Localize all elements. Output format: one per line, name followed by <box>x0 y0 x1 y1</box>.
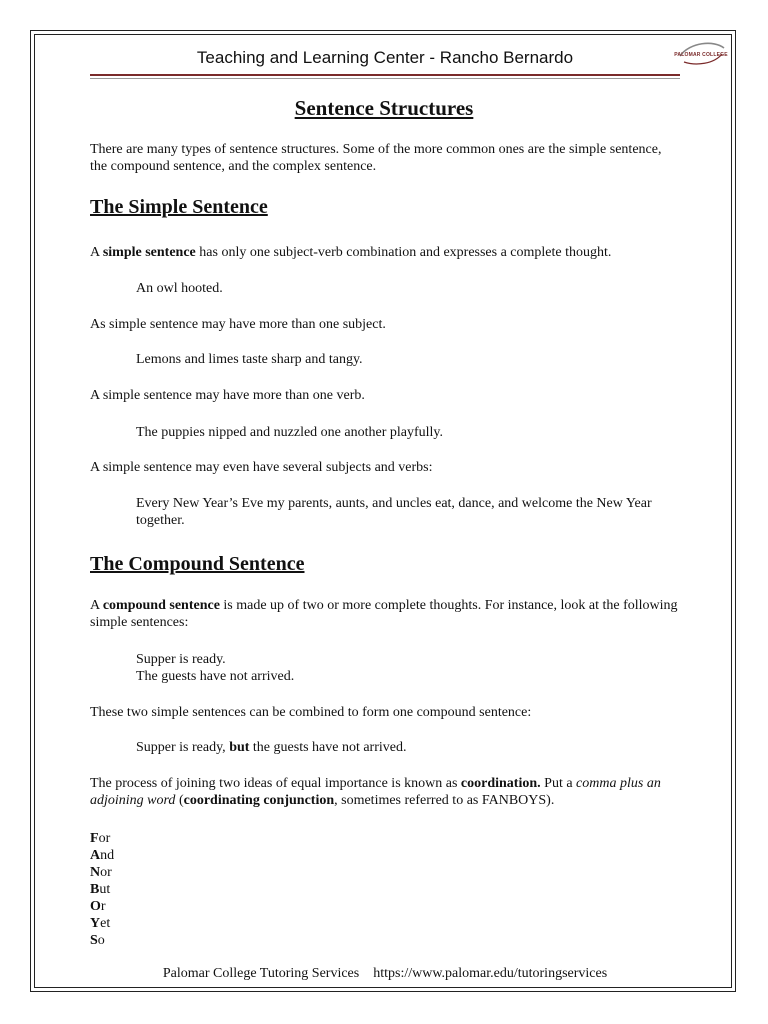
header-rule-thin <box>90 78 680 79</box>
fanboys-item <box>90 881 114 898</box>
text-run: is made up of two or more complete thoughts. For instance, look at the following simple sentences: <box>90 598 678 630</box>
compound-combined-intro: These two simple sentences can be combined to form one compound sentence: <box>90 705 532 720</box>
intro-paragraph: There are many types of sentence structures. Some of the more common ones are the simple sentence, the compound sentence, and the complex sentence. <box>90 142 662 174</box>
simple-multiple-subjects: As simple sentence may have more than one subject. <box>90 317 386 332</box>
term-simple-sentence: simple sentence <box>102 245 196 260</box>
header-rule <box>90 74 680 76</box>
fanboys-rest: ut <box>99 882 111 897</box>
coordination-paragraph <box>90 775 680 809</box>
heading-compound-sentence: The Compound Sentence <box>90 553 305 575</box>
example-guests-not-arrived: The guests have not arrived. <box>136 669 295 684</box>
header-title: Teaching and Learning Center - Rancho Bernardo <box>196 48 574 67</box>
text-run: The process of joining two ideas of equal importance is known as <box>90 776 461 791</box>
fanboys-item <box>90 898 114 915</box>
fanboys-initial: A <box>90 848 101 863</box>
fanboys-list <box>90 830 114 949</box>
example-compound-combined <box>136 739 676 756</box>
fanboys-rest: nd <box>100 848 115 863</box>
example-new-years-eve: Every New Year’s Eve my parents, aunts, and uncles eat, dance, and welcome the New Year together. <box>136 496 652 528</box>
palomar-college-logo <box>670 40 732 70</box>
conjunction-but: but <box>229 740 250 755</box>
text-run: has only one subject-verb combination and expresses a complete thought. <box>195 245 612 260</box>
fanboys-initial: Y <box>90 916 101 931</box>
logo-wordmark: PALOMAR COLLEGE <box>674 52 728 58</box>
fanboys-rest: or <box>100 865 112 880</box>
italic-comma-phrase: comma plus an adjoining word <box>90 776 661 808</box>
example-owl: An owl hooted. <box>136 281 223 296</box>
compound-definition <box>90 597 680 631</box>
fanboys-item <box>90 932 114 949</box>
text-run: A <box>90 245 103 260</box>
fanboys-initial: O <box>90 899 101 914</box>
page-footer <box>90 966 680 982</box>
document-title: Sentence Structures <box>294 96 474 120</box>
text-run: the guests have not arrived. <box>249 740 407 755</box>
fanboys-rest: r <box>100 899 106 914</box>
term-compound-sentence: compound sentence <box>102 598 220 613</box>
term-coordinating-conjunction: coordinating conjunction <box>183 793 335 808</box>
fanboys-initial: N <box>90 865 101 880</box>
text-run: Put a <box>540 776 577 791</box>
fanboys-item <box>90 847 114 864</box>
fanboys-item <box>90 915 114 932</box>
footer-url-link[interactable]: https://www.palomar.edu/tutoringservices <box>373 966 608 981</box>
fanboys-item <box>90 830 114 847</box>
fanboys-rest: or <box>98 831 111 846</box>
fanboys-item <box>90 864 114 881</box>
text-run: , sometimes referred to as FANBOYS). <box>334 793 555 808</box>
simple-definition <box>90 244 680 261</box>
fanboys-rest: o <box>97 933 105 948</box>
text-run: Supper is ready, <box>136 740 230 755</box>
term-coordination: coordination. <box>460 776 541 791</box>
example-supper-ready: Supper is ready. <box>136 652 226 667</box>
example-lemons: Lemons and limes taste sharp and tangy. <box>136 352 363 367</box>
fanboys-initial: B <box>90 882 100 897</box>
text-run: ( <box>175 793 184 808</box>
footer-org: Palomar College Tutoring Services <box>162 966 360 981</box>
text-run: A <box>90 598 103 613</box>
example-puppies: The puppies nipped and nuzzled one another playfully. <box>136 425 443 440</box>
heading-simple-sentence: The Simple Sentence <box>90 196 268 218</box>
fanboys-rest: et <box>100 916 111 931</box>
simple-several-subjects-verbs: A simple sentence may even have several subjects and verbs: <box>90 460 433 475</box>
fanboys-initial: F <box>90 831 99 846</box>
fanboys-initial: S <box>90 933 98 948</box>
simple-multiple-verbs: A simple sentence may have more than one verb. <box>90 388 365 403</box>
